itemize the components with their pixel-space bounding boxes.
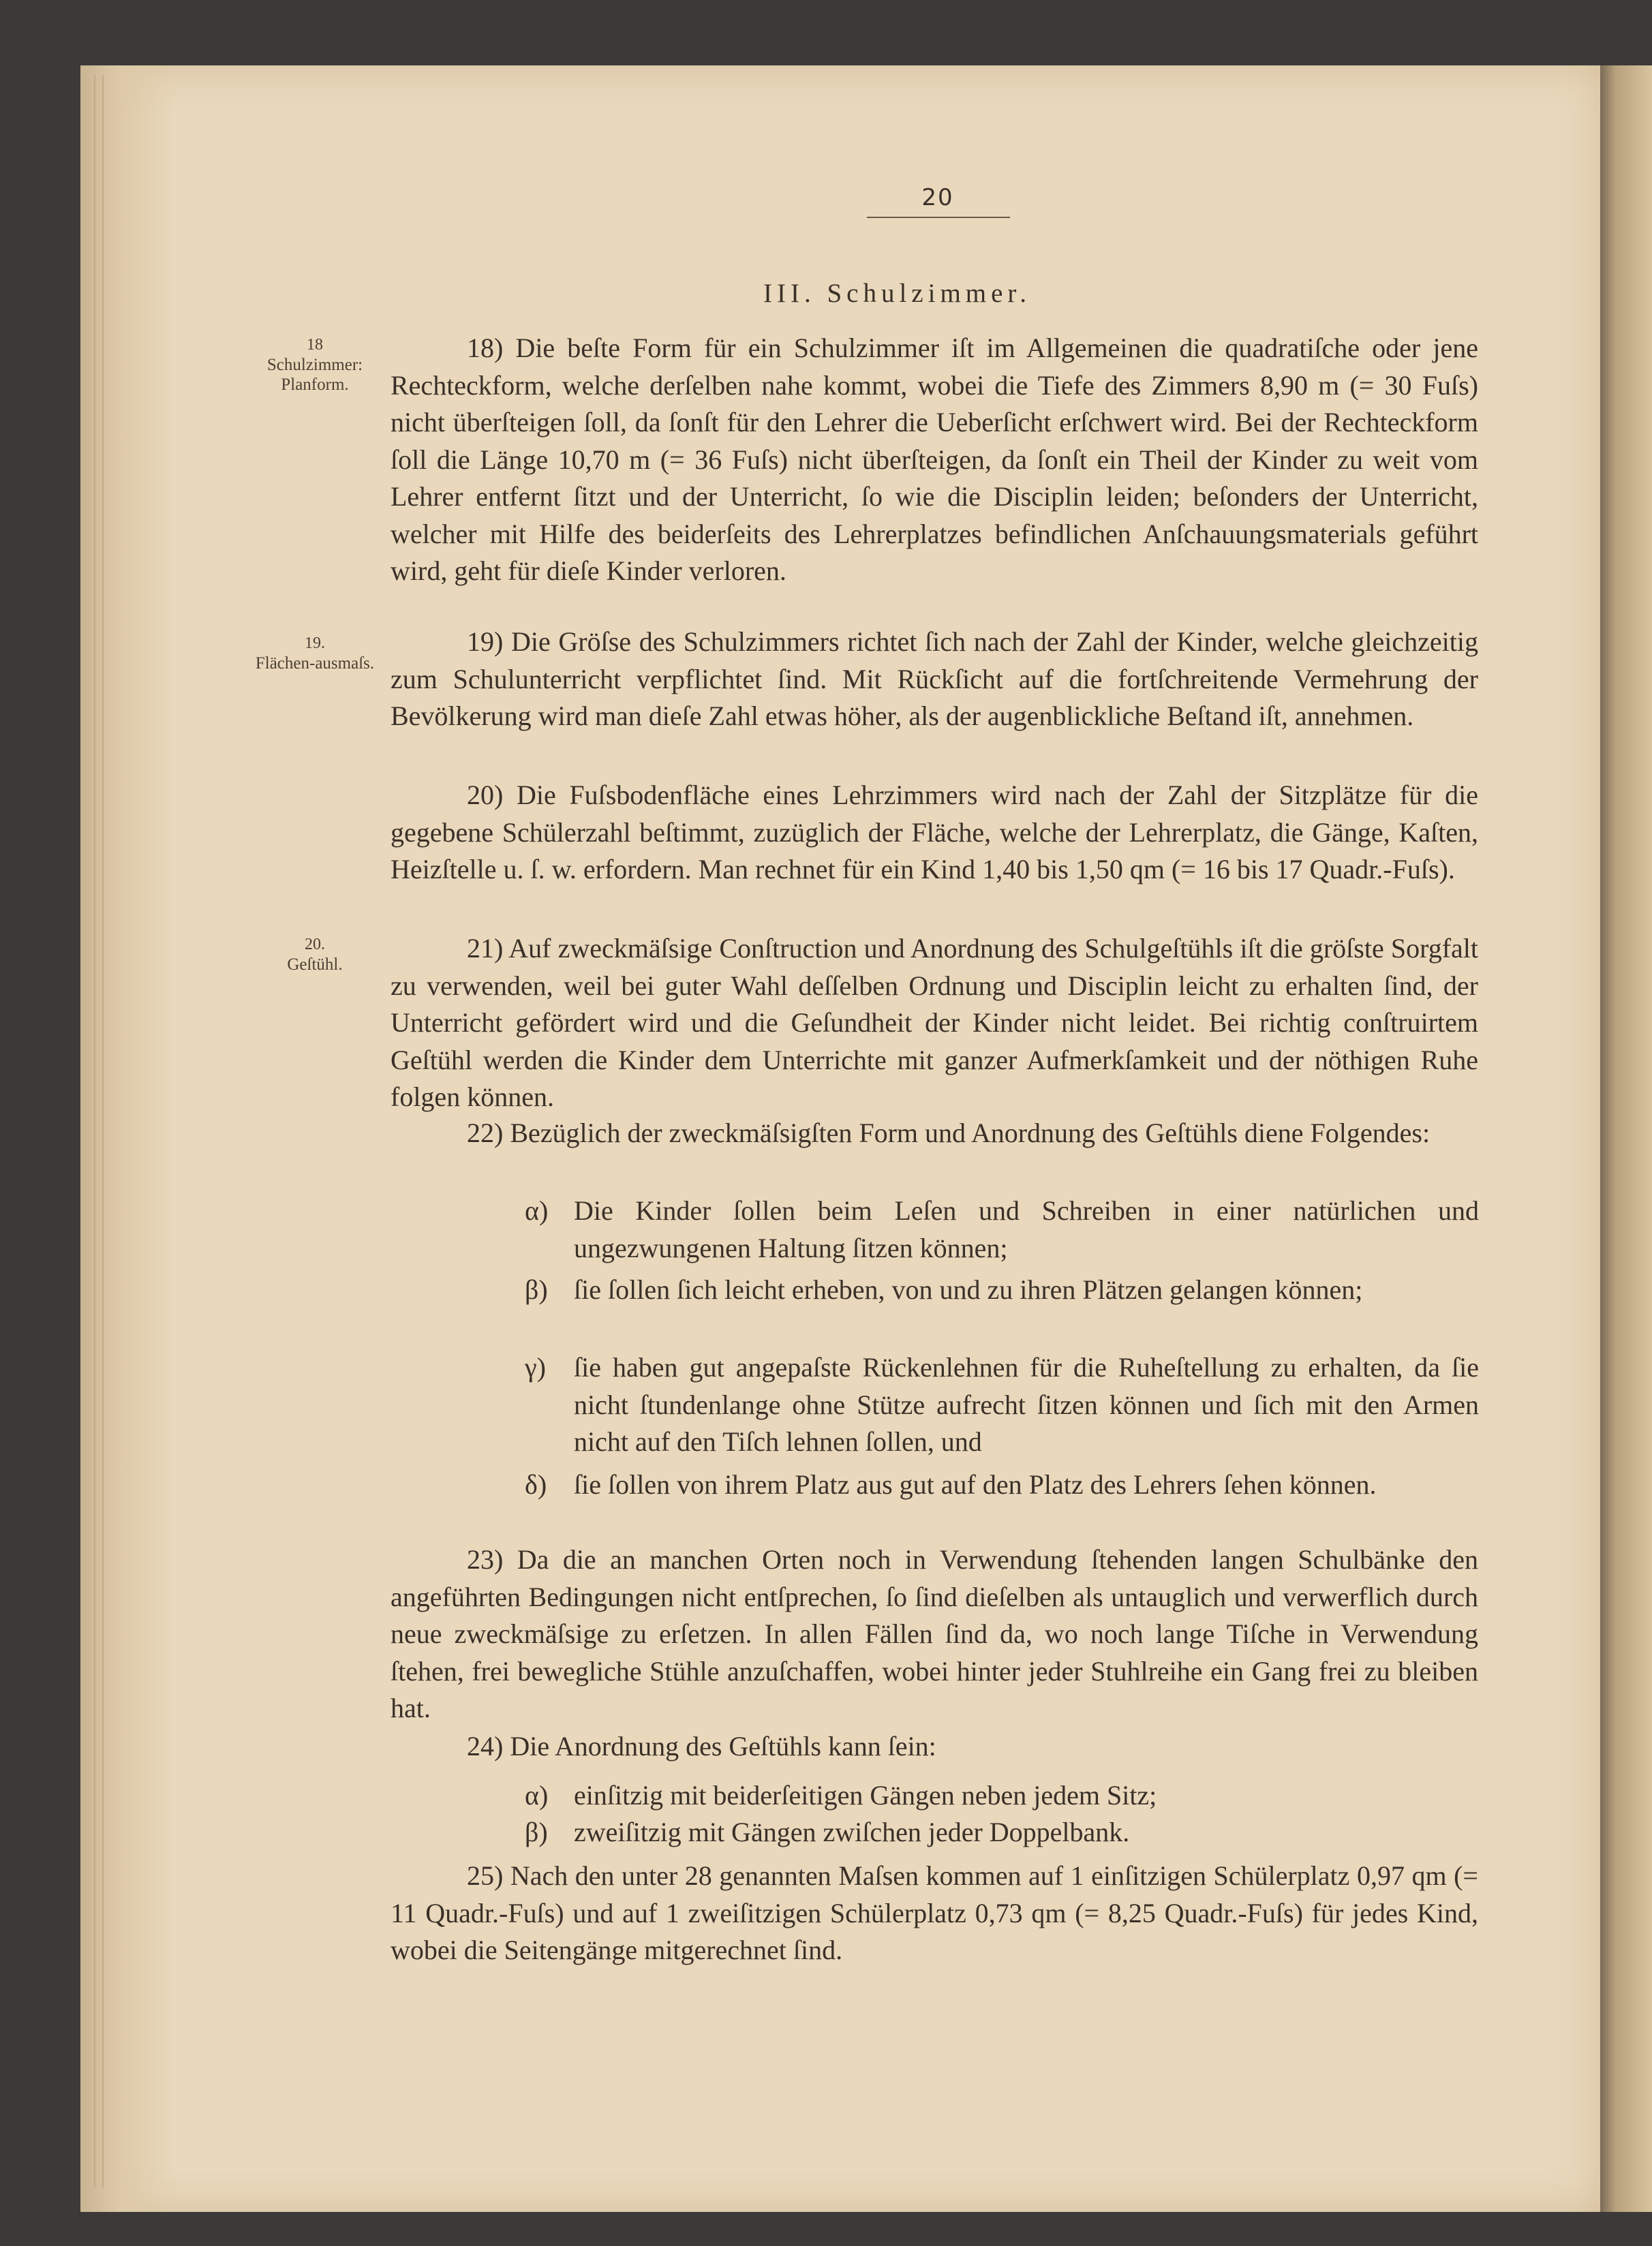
list-item-mark: γ) <box>525 1352 546 1383</box>
paragraph-22: 22) Bezüglich der zweckmäſsigſten Form und Anordnung des Geſtühls diene Folgendes: <box>467 1118 1431 1148</box>
paragraph-24: 24) Die Anordnung des Geſtühls kann ſein: <box>467 1731 936 1762</box>
margin-note-20 <box>254 935 376 974</box>
page-number-rule <box>867 217 1010 218</box>
list-item-mark: α) <box>525 1780 549 1811</box>
list-item-text: zweiſitzig mit Gängen zwiſchen jeder Doppelbank. <box>574 1817 1130 1847</box>
list-item-text: ſie ſollen von ihrem Platz aus gut auf den Platz des Lehrers ſehen können. <box>574 1469 1377 1500</box>
page-edge-line <box>94 75 95 2187</box>
margin-note-19 <box>254 634 376 673</box>
page-number: 20 <box>921 184 954 211</box>
margin-note-number: 19. <box>305 634 325 652</box>
list-item-text: ſie haben gut angepaſste Rückenlehnen für die Ruheſtellung zu erhalten, da ſie nicht ſtundenlange ohne Stütze aufrecht ſitzen können und ſich mit den Armen nicht auf den Tiſch lehnen ſollen, und <box>574 1352 1479 1457</box>
margin-note-text: Geſtühl. <box>287 955 343 974</box>
margin-note-number: 18 <box>307 336 323 354</box>
paragraph-19: 19) Die Gröſse des Schulzimmers richtet ſich nach der Zahl der Kinder, welche gleichzeitig zum Schulunterricht verpflichtet ſind. Mit Rückſicht auf die fortſchreitende Vermehrung der Bevölkerung wird man dieſe Zahl etwas höher, als der augenblickliche Beſtand iſt, annehmen. <box>391 626 1478 731</box>
list-item <box>525 1814 1479 1851</box>
list-item <box>525 1777 1479 1815</box>
list-item <box>525 1193 1479 1267</box>
list-item <box>525 1349 1479 1461</box>
page-edge-line <box>102 75 104 2187</box>
paragraph-23: 23) Da die an manchen Orten noch in Verwendung ſtehenden langen Schulbänke den angeführten Bedingungen nicht entſprechen, ſo ſind dieſelben als untauglich und verwerflich durch neue zweckmäſsige zu erſetzen. In allen Fällen ſind da, wo noch lange Tiſche in Verwendung ſtehen, frei bewegliche Stühle anzuſchaffen, wobei hinter jeder Stuhlreihe ein Gang frei zu bleiben hat. <box>391 1544 1478 1723</box>
paragraph-20: 20) Die Fuſsbodenfläche eines Lehrzimmers wird nach der Zahl der Sitzplätze für die gegebene Schülerzahl beſtimmt, zuzüglich der Fläche, welche der Lehrerplatz, die Gänge, Kaſten, Heizſtelle u. ſ. w. erfordern. Man rechnet für ein Kind 1,40 bis 1,50 qm (= 16 bis 17 Quadr.-Fuſs). <box>391 780 1478 884</box>
paragraph-25: 25) Nach den unter 28 genannten Maſsen kommen auf 1 einſitzigen Schülerplatz 0,97 qm (= 11 Quadr.-Fuſs) und auf 1 zweiſitzigen Schülerplatz 0,73 qm (= 8,25 Quadr.-Fuſs) für jedes Kind, wobei die Seitengänge mitgerechnet ſind. <box>391 1860 1478 1965</box>
next-page-edge <box>1600 65 1652 2212</box>
margin-note-18 <box>254 335 376 395</box>
list-item-mark: β) <box>525 1274 548 1305</box>
list-item-mark: β) <box>525 1817 548 1847</box>
margin-note-number: 20. <box>305 936 325 953</box>
list-item-text: ſie ſollen ſich leicht erheben, von und zu ihren Plätzen gelangen können; <box>574 1274 1363 1305</box>
margin-note-text: Schulzimmer: Planform. <box>266 356 363 394</box>
paragraph-21: 21) Auf zweckmäſsige Conſtruction und Anordnung des Schulgeſtühls iſt die gröſste Sorgfalt zu verwenden, weil bei guter Wahl deſſelben Ordnung und Disciplin leicht zu erhalten ſind, der Unterricht gefördert wird und die Geſundheit der Kinder nicht leidet. Bei richtig conſtruirtem Geſtühl werden die Kinder dem Unterrichte mit ganzer Aufmerkſamkeit und der nöthigen Ruhe folgen können. <box>391 933 1478 1112</box>
margin-note-text: Flächen-ausmaſs. <box>255 654 375 673</box>
list-item-text: Die Kinder ſollen beim Leſen und Schreiben in einer natürlichen und ungezwungenen Haltung ſitzen können; <box>574 1195 1479 1263</box>
list-item <box>525 1272 1479 1309</box>
list-item <box>525 1466 1479 1504</box>
list-item-mark: α) <box>525 1195 549 1226</box>
list-item-mark: δ) <box>525 1469 547 1500</box>
section-title: III. Schulzimmer. <box>763 279 1032 308</box>
paragraph-18: 18) Die beſte Form für ein Schulzimmer iſt im Allgemeinen die quadratiſche oder jene Rechteckform, welche derſelben nahe kommt, wobei die Tiefe des Zimmers 8,90 m (= 30 Fuſs) nicht überſteigen ſoll, da ſonſt für den Lehrer die Ueberſicht erſchwert wird. Bei der Rechteckform ſoll die Länge 10,70 m (= 36 Fuſs) nicht überſteigen, da ſonſt ein Theil der Kinder zu weit vom Lehrer entfernt ſitzt und der Unterricht, ſo wie die Disciplin leiden; beſonders der Unterricht, welcher mit Hilfe des beiderſeits des Lehrerplatzes befindlichen Anſchauungsmaterials geführt wird, geht für dieſe Kinder verloren. <box>391 333 1478 586</box>
list-item-text: einſitzig mit beiderſeitigen Gängen neben jedem Sitz; <box>574 1780 1157 1811</box>
